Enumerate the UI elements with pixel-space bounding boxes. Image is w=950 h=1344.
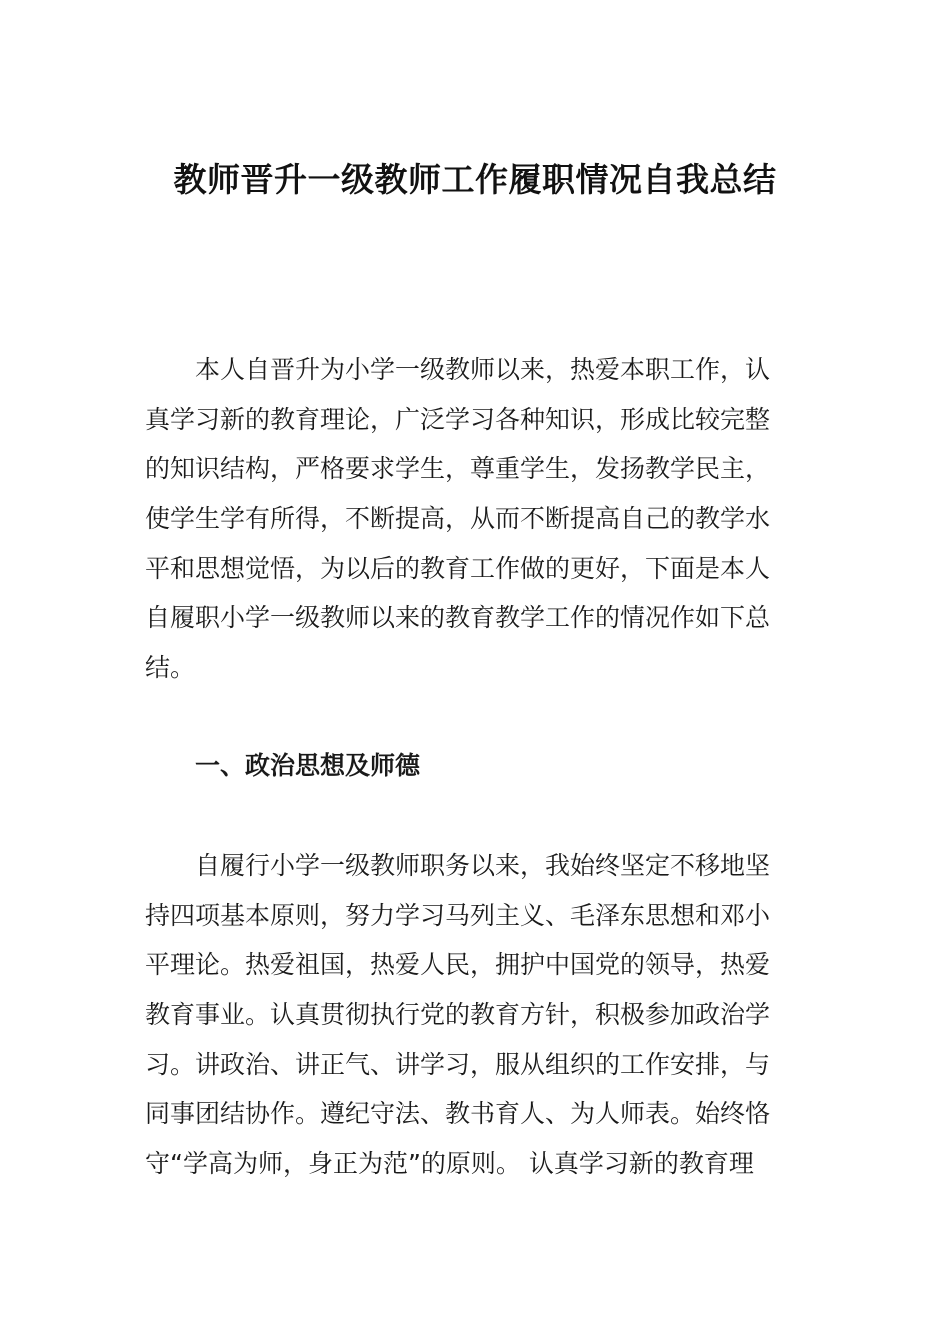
paragraph-line: 本人自晋升为小学一级教师以来，热爱本职工作，认: [195, 355, 771, 384]
paragraph-line: 真学习新的教育理论，广泛学习各种知识，形成比较完整: [145, 404, 771, 434]
paragraph-line: 同事团结协作。遵纪守法、教书育人、为人师表。始终恪: [145, 1099, 771, 1129]
paragraph-line: 自履职小学一级教师以来的教育教学工作的情况作如下总: [145, 603, 771, 633]
intro-paragraph: [145, 345, 810, 693]
paragraph-line: 持四项基本原则，努力学习马列主义、毛泽东思想和邓小: [145, 900, 771, 930]
paragraph-line: 守“学高为师，身正为范”的原则。 认真学习新的教育理: [145, 1149, 754, 1179]
paragraph-line: 的知识结构，严格要求学生，尊重学生，发扬教学民主，: [145, 454, 771, 484]
paragraph-line: 平理论。热爱祖国，热爱人民，拥护中国党的领导，热爱: [145, 950, 771, 980]
section1-paragraph: [145, 841, 810, 1189]
paragraph-line: 习。讲政治、讲正气、讲学习，服从组织的工作安排，与: [145, 1049, 771, 1079]
paragraph-line: 教育事业。认真贯彻执行党的教育方针，积极参加政治学: [145, 1000, 771, 1030]
paragraph-line: 使学生学有所得，不断提高，从而不断提高自己的教学水: [145, 504, 771, 534]
section-heading: 一、政治思想及师德: [195, 751, 421, 780]
paragraph-line: 平和思想觉悟，为以后的教育工作做的更好，下面是本人: [145, 553, 771, 583]
document-title: 教师晋升一级教师工作履职情况自我总结: [173, 160, 777, 199]
paragraph-line: 自履行小学一级教师职务以来，我始终坚定不移地坚: [195, 851, 771, 880]
paragraph-line: 结。: [145, 653, 196, 683]
